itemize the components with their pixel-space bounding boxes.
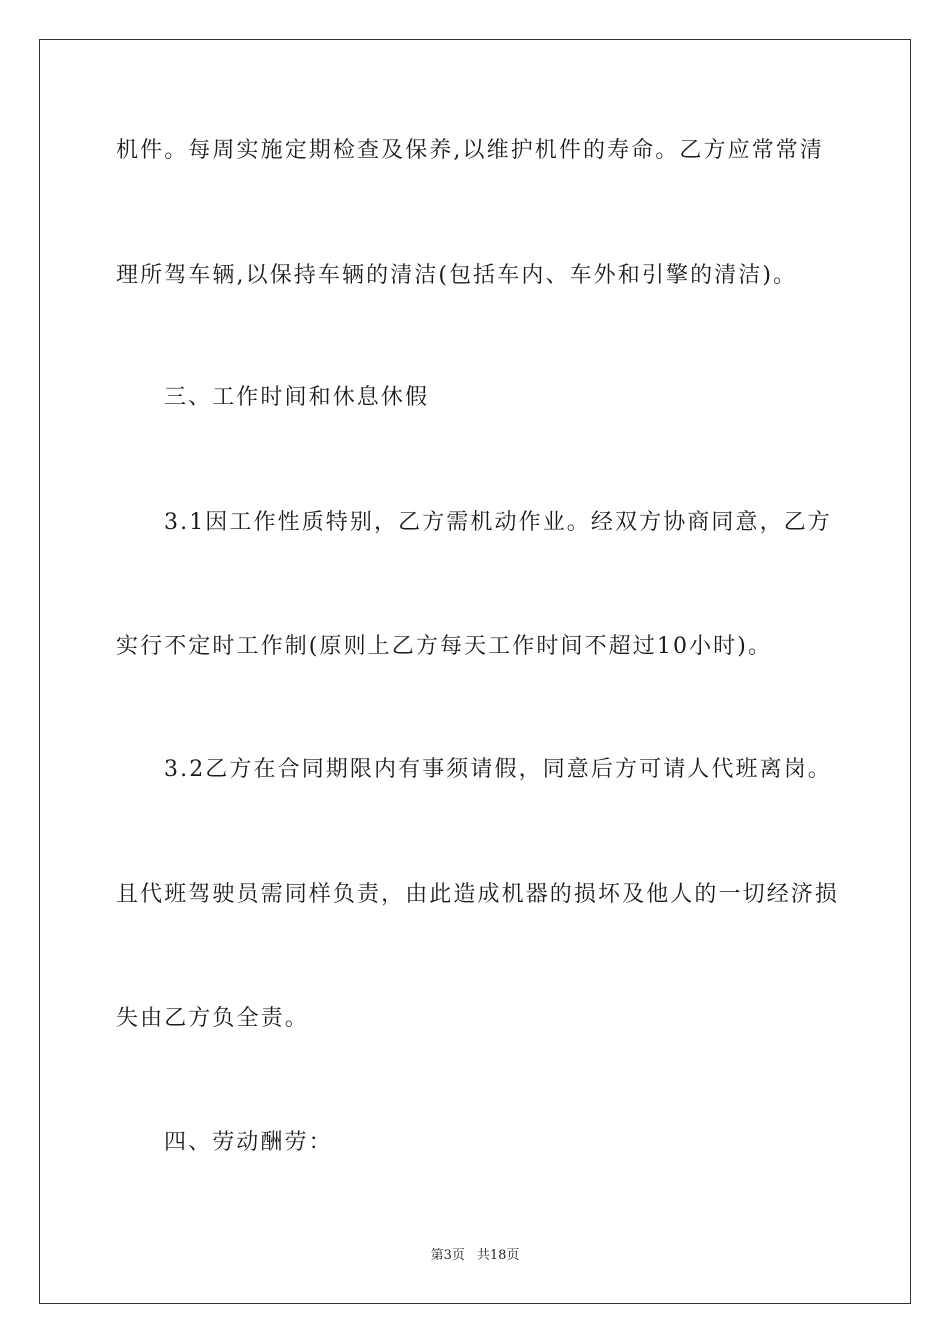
page-footer — [0, 1248, 950, 1264]
section-heading: 三、工作时间和休息休假 — [164, 385, 430, 410]
page-number: 第3页 — [430, 1248, 465, 1263]
section-heading: 四、劳动酬劳： — [164, 1130, 333, 1155]
page-border — [39, 39, 911, 1304]
body-text-line: 失由乙方负全责。 — [116, 1006, 309, 1031]
page-total: 共18页 — [476, 1248, 520, 1263]
body-text-line: 实行不定时工作制(原则上乙方每天工作时间不超过10小时)。 — [116, 634, 773, 659]
body-text-line: 3.1因工作性质特别，乙方需机动作业。经双方协商同意，乙方 — [164, 510, 832, 535]
body-text-line: 且代班驾驶员需同样负责，由此造成机器的损坏及他人的一切经济损 — [116, 882, 840, 907]
body-text-line: 机件。每周实施定期检查及保养,以维护机件的寿命。乙方应常常清 — [116, 138, 824, 163]
body-text-line: 3.2乙方在合同期限内有事须请假，同意后方可请人代班离岗。 — [164, 757, 832, 782]
body-text-line: 理所驾车辆,以保持车辆的清洁(包括车内、车外和引擎的清洁)。 — [116, 263, 798, 288]
